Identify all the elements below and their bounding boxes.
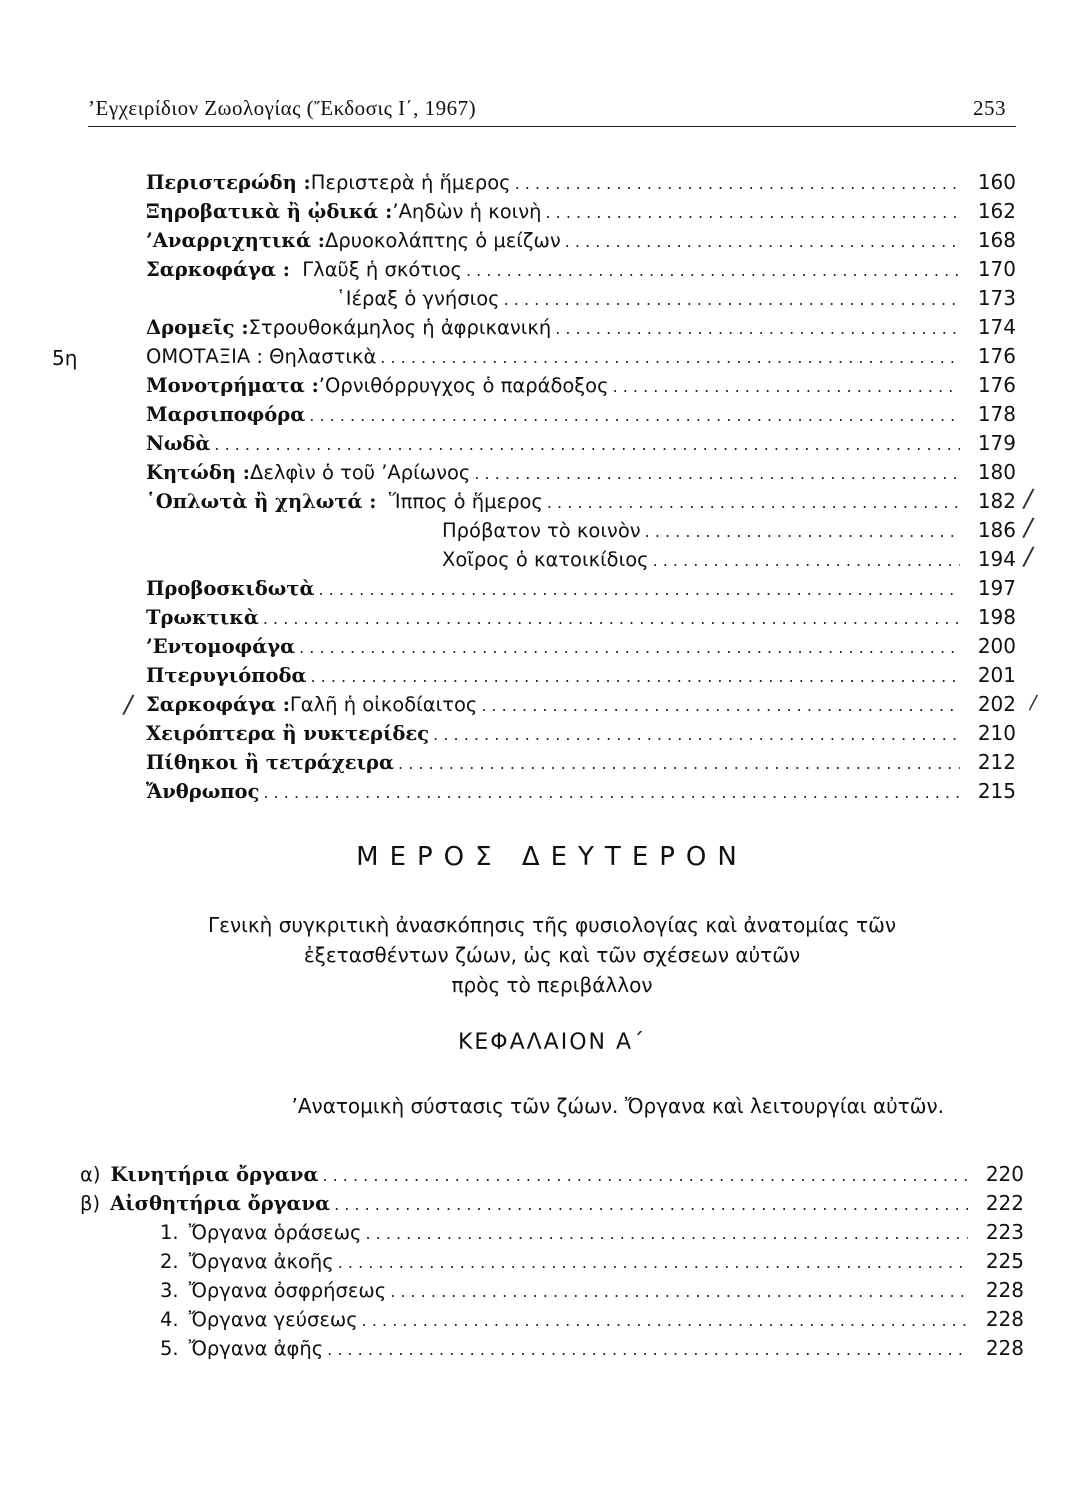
dot-leader: [365, 1220, 968, 1248]
dot-leader: [481, 692, 960, 720]
toc-entry: 3. Ὄργανα ὀσφρήσεως . . . 228: [160, 1276, 1024, 1304]
dot-leader: [504, 286, 960, 314]
dot-leader: [311, 663, 961, 691]
toc-entry: Σαρκοφάγα : Γαλῆ ἡ οἰκοδίαιτος . . . 202: [146, 690, 1016, 718]
dot-leader: [653, 547, 960, 575]
pencil-check-mark: /: [1021, 541, 1036, 573]
toc-entry: ’Αναρριχητικά : Δρυοκολάπτης ὁ μείζων . . . 168: [146, 226, 1016, 254]
toc-entry: Δρομεῖς : Στρουθοκάμηλος ἡ ἀφρικανική . . . 174: [146, 313, 1016, 341]
toc-entry: 5. Ὄργανα ἀφῆς . . . 228: [160, 1334, 1024, 1362]
toc-entry: Χειρόπτερα ἢ νυκτερίδες . . . 210: [146, 719, 1016, 747]
toc-entry: Σαρκοφάγα : Γλαῦξ ἡ σκότιος . . . 170: [146, 255, 1016, 283]
dot-leader: [334, 1191, 968, 1219]
toc-entry: Προβοσκιδωτὰ . . . 197: [146, 574, 1016, 602]
dot-leader: [466, 257, 960, 285]
dot-leader: [322, 1162, 968, 1190]
toc-entry: Πρόβατον τὸ κοινὸν . . . 186: [442, 516, 1016, 544]
toc-entry: Τρωκτικὰ . . . 198: [146, 603, 1016, 631]
dot-leader: [299, 634, 960, 662]
pencil-check-mark: /: [1021, 483, 1036, 515]
dot-leader: [309, 402, 960, 430]
dot-leader: [555, 315, 960, 343]
chapter-title: ΚΕΦΑΛΑΙΟΝ Α΄: [457, 1030, 647, 1055]
toc-entry: Ἄνθρωπος . . . 215: [146, 777, 1016, 805]
dot-leader: [338, 1249, 968, 1277]
dot-leader: [545, 199, 960, 227]
toc-entry: Μαρσιποφόρα . . . 178: [146, 400, 1016, 428]
toc-entry: α) Κινητήρια ὄργανα . . . 220: [80, 1160, 1024, 1188]
toc-entry: Ξηροβατικὰ ἢ ᾠδικά : ’Αηδὼν ἡ κοινὴ . . . 162: [146, 197, 1016, 225]
part-title: ΜΕΡΟΣ ΔΕΥΤΕΡΟΝ: [356, 842, 748, 872]
dot-leader: [380, 344, 960, 372]
dot-leader: [547, 489, 960, 517]
toc-entry: Περιστερώδη : Περιστερὰ ἡ ἥμερος . . . 160: [146, 168, 1016, 196]
toc-entry: 2. Ὄργανα ἀκοῆς . . . 225: [160, 1247, 1024, 1275]
pencil-check-mark: /: [1021, 512, 1036, 544]
dot-leader: [645, 518, 960, 546]
toc-entry: 1. Ὄργανα ὁράσεως . . . 223: [160, 1218, 1024, 1246]
chapter-subtitle: ’Ανατομικὴ σύστασις τῶν ζώων. Ὄργανα καὶ λειτουργίαι αὐτῶν.: [291, 1094, 944, 1118]
toc-entry: 4. Ὄργανα γεύσεως . . . 228: [160, 1305, 1024, 1333]
book-title: ’Εγχειρίδιον Ζωολογίας (Ἔκδοσις Ι΄, 1967): [88, 96, 477, 120]
dot-leader: [433, 721, 960, 749]
section-description: Γενικὴ συγκριτικὴ ἀνασκόπησις τῆς φυσιολογίας καὶ ἀνατομίας τῶν ἐξετασθέντων ζώων, ὡς καὶ τῶν σχέσεων αὐτῶν πρὸς τὸ περιβάλλον: [207, 913, 897, 997]
toc-entry: Νωδὰ . . . 179: [146, 429, 1016, 457]
dot-leader: [474, 460, 960, 488]
toc-entry: Κητώδη : Δελφὶν ὁ τοῦ ’Αρίωνος . . . 180: [146, 458, 1016, 486]
dot-leader: [398, 750, 960, 778]
toc-entry: Πίθηκοι ἢ τετράχειρα . . . 212: [146, 748, 1016, 776]
running-header: [88, 96, 1016, 127]
toc-entry: ΟΜΟΤΑΞΙΑ : Θηλαστικὰ . . . 176: [146, 342, 1016, 370]
dot-leader: [362, 1307, 968, 1335]
dot-leader: [327, 1336, 968, 1364]
toc-entry: Μονοτρήματα : ’Ορνιθόρρυγχος ὁ παράδοξος . . . 176: [146, 371, 1016, 399]
toc-entry: Χοῖρος ὁ κατοικίδιος . . . 194: [442, 545, 1016, 573]
dot-leader: [214, 431, 960, 459]
toc-entry: ’Εντομοφάγα . . . 200: [146, 632, 1016, 660]
dot-leader: [390, 1278, 968, 1306]
dot-leader: [565, 228, 960, 256]
toc-entry: ῾Ιέραξ ὁ γνήσιος . . . 173: [336, 284, 1016, 312]
dot-leader: [318, 576, 960, 604]
toc-entry: β) Αἰσθητήρια ὄργανα . . . 222: [80, 1189, 1024, 1217]
pencil-check-mark: /: [1027, 689, 1039, 715]
toc-entry: ῾Οπλωτὰ ἢ χηλωτά : Ἵππος ὁ ἥμερος . . . 182: [146, 487, 1016, 515]
dot-leader: [263, 779, 960, 807]
toc-entry: Πτερυγιόποδα . . . 201: [146, 661, 1016, 689]
dot-leader: [613, 373, 960, 401]
pencil-mark: /: [121, 689, 136, 721]
dot-leader: [515, 170, 960, 198]
dot-leader: [263, 605, 960, 633]
margin-note: 5η: [52, 346, 78, 370]
page-number: 253: [973, 96, 1006, 120]
